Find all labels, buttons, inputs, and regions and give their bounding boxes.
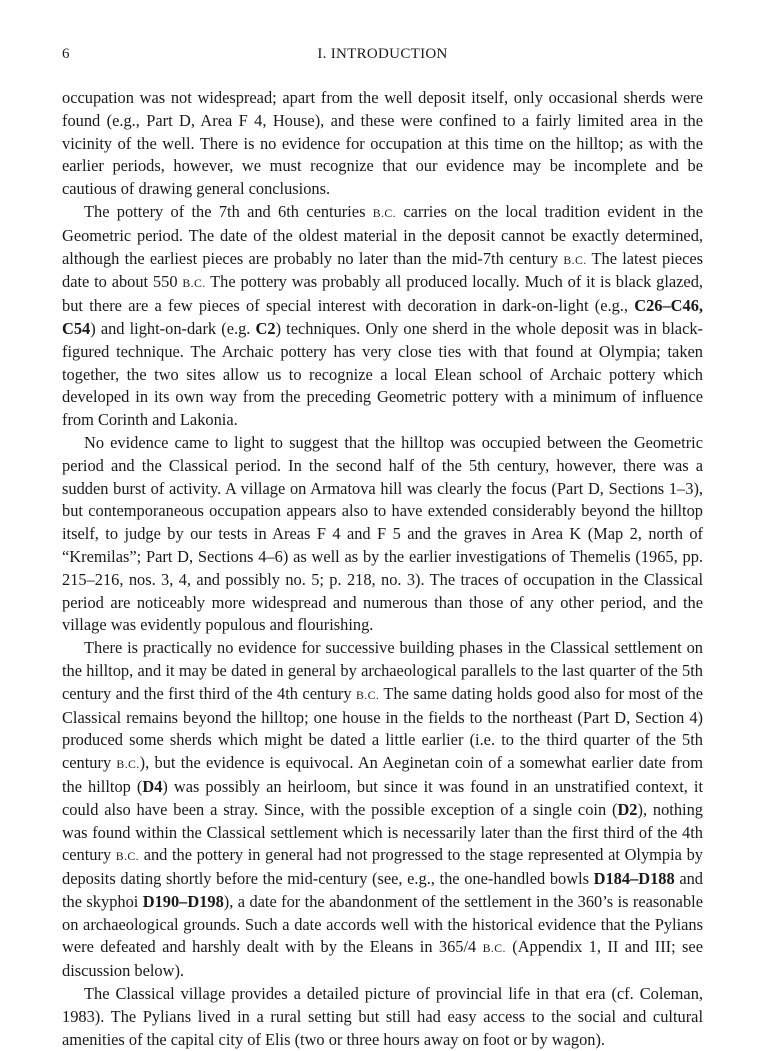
era-abbreviation: B.C. xyxy=(356,687,380,702)
era-abbreviation: B.C. xyxy=(116,757,140,772)
text-run: The pottery was probably all produced locally. Much of it is black glazed, but there are a few pieces of special interest with decoration in dark-on-light (e.g., xyxy=(62,272,703,316)
era-abbreviation: B.C. xyxy=(482,941,506,956)
text-run: and the skyphoi xyxy=(62,869,703,911)
catalog-reference: D4 xyxy=(142,776,163,796)
catalog-reference: C2 xyxy=(255,318,276,338)
text-run: ) was possibly an heirloom, but since it was found in an unstratified context, it could also have been a stray. Since, with the possible exception of a single coin ( xyxy=(62,776,703,819)
text-run: The latest pieces date to about 550 xyxy=(62,248,703,292)
text-run: ), but the evidence is equivocal. An Aeginetan coin of a somewhat earlier date from the hilltop ( xyxy=(62,753,704,796)
text-run: and the pottery in general had not progressed to the stage represented at Olympia by deposits dating shortly before the mid-century (see, e.g., the one-handled bowls xyxy=(62,845,703,889)
page-number: 6 xyxy=(62,46,70,62)
text-run: ), a date for the abandonment of the settlement in the 360’s is reasonable on archaeological grounds. Such a date accords well with the historical evidence that the Pylians were defeated and harshly dealt with by the Eleans in 365/4 xyxy=(62,891,703,957)
paragraph-3 xyxy=(62,432,703,637)
paragraph-5 xyxy=(62,983,703,1051)
body-text xyxy=(62,87,703,1051)
text-run: ), nothing was found within the Classical settlement which is necessarily later than the first third of the 4th century xyxy=(62,799,703,865)
paragraph-2 xyxy=(62,201,703,432)
text-run: There is practically no evidence for successive building phases in the Classical settlement on the hilltop, and it may be dated in general by archaeological parallels to the last quarter of the 5th century and the first third of the 4th century xyxy=(62,638,703,703)
paragraph-4 xyxy=(62,637,703,983)
era-abbreviation: B.C. xyxy=(115,849,140,864)
paragraph-1 xyxy=(62,87,703,201)
text-run: No evidence came to light to suggest that the hilltop was occupied between the Geometric period and the Classical period. In the second half of the 5th century, however, there was a sudden burst of activity. A village on Armatova hill was clearly the focus (Part D, Sections 1–3), but contemporaneous occupation appears also to have extended considerably beyond the hilltop itself, to judge by our tests in Areas F 4 and F 5 and the graves in Area K (Map 2, north of “Kremilas”; Part D, Sections 4–6) as well as by the earlier investigations of Themelis (1965, pp. 215–216, nos. 3, 4, and possibly no. 5; p. 218, no. 3). The traces of occupation in the Classical period are noticeably more widespread and numerous than those of any other period, and the village was evidently populous and flourishing. xyxy=(62,432,703,635)
section-title: I. INTRODUCTION xyxy=(317,46,448,62)
era-abbreviation: B.C. xyxy=(372,205,397,220)
running-head xyxy=(62,46,703,70)
text-run: carries on the local tradition evident in the Geometric period. The date of the oldest material in the deposit cannot be exactly determined, although the earliest pieces are probably no later than the mid-7th century xyxy=(62,201,703,268)
catalog-reference: C26–C46, C54 xyxy=(62,296,703,338)
era-abbreviation: B.C. xyxy=(563,252,587,267)
text-run: The Classical village provides a detailed picture of provincial life in that era (cf. Coleman, 1983). The Pylians lived in a rural setting but still had easy access to the social and cultural amenities of the capital city of Elis (two or three hours away on foot or by wagon). xyxy=(62,984,703,1049)
era-abbreviation: B.C. xyxy=(182,276,206,291)
text-run: ) techniques. Only one sherd in the whole deposit was in black-figured technique. The Archaic pottery has very close ties with that found at Olympia; taken together, the two sites allow us to recognize a local Elean school of Archaic pottery which developed in its own way from the preceding Geometric pottery with a minimum of influence from Corinth and Lakonia. xyxy=(62,318,704,430)
catalog-reference: D190–D198 xyxy=(142,891,224,911)
catalog-reference: D184–D188 xyxy=(593,869,675,889)
text-run: ) and light-on-dark (e.g. xyxy=(90,318,256,338)
text-run: The same dating holds good also for most of the Classical remains beyond the hilltop; one house in the fields to the northeast (Part D, Section 4) produced some sherds which might be dated a little earlier (i.e. to the third quarter of the 5th century xyxy=(62,683,703,773)
text-run: (Appendix 1, II and III; see discussion below). xyxy=(62,937,703,981)
page xyxy=(62,46,703,1051)
text-run: The pottery of the 7th and 6th centuries xyxy=(84,201,373,221)
text-run: occupation was not widespread; apart from the well deposit itself, only occasional sherds were found (e.g., Part D, Area F 4, House), and these were confined to a fairly limited area in the vicinity of the well. There is no evidence for occupation at this time on the hilltop; as with the earlier periods, however, we must recognize that our evidence may be incomplete and be cautious of drawing general conclusions. xyxy=(62,88,703,199)
catalog-reference: D2 xyxy=(617,799,638,819)
